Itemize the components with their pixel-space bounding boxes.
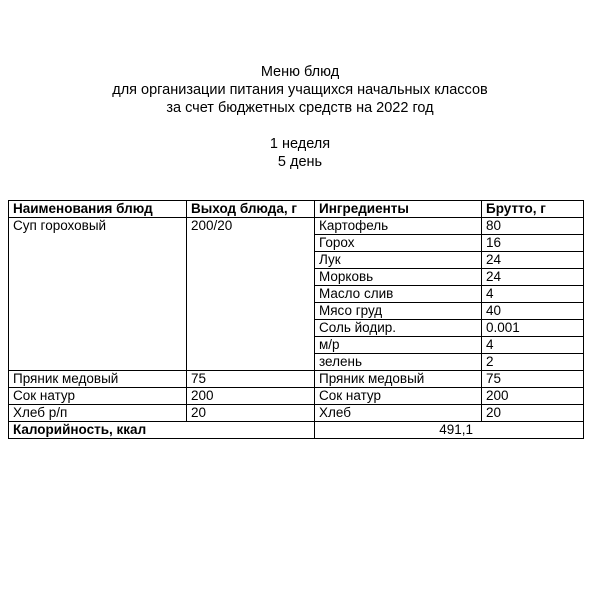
week-label: 1 неделя bbox=[269, 136, 331, 152]
table-row bbox=[9, 405, 584, 422]
dish-yield: 75 bbox=[187, 371, 315, 388]
menu-table bbox=[8, 200, 584, 439]
table-header-row bbox=[9, 201, 584, 218]
ingredient-gross: 200 bbox=[482, 388, 584, 405]
menu-subtitle: для организации питания учащихся начальных классов bbox=[112, 82, 488, 98]
ingredient-name: Сок натур bbox=[315, 388, 482, 405]
menu-title-block bbox=[0, 63, 600, 117]
header-dish: Наименования блюд bbox=[9, 201, 187, 218]
dish-yield: 200 bbox=[187, 388, 315, 405]
menu-period-block bbox=[0, 135, 600, 171]
day-label: 5 день bbox=[277, 154, 323, 170]
calories-row bbox=[9, 422, 584, 439]
ingredient-gross: 40 bbox=[482, 303, 584, 320]
header-yield: Выход блюда, г bbox=[187, 201, 315, 218]
calories-label: Калорийность, ккал bbox=[9, 422, 315, 439]
ingredient-gross: 2 bbox=[482, 354, 584, 371]
dish-name: Хлеб р/п bbox=[9, 405, 187, 422]
ingredient-gross: 4 bbox=[482, 337, 584, 354]
header-ingredients: Ингредиенты bbox=[315, 201, 482, 218]
dish-name: Пряник медовый bbox=[9, 371, 187, 388]
ingredient-name: Картофель bbox=[315, 218, 482, 235]
ingredient-name: Мясо груд bbox=[315, 303, 482, 320]
ingredient-name: Хлеб bbox=[315, 405, 482, 422]
ingredient-name: Лук bbox=[315, 252, 482, 269]
table-row bbox=[9, 371, 584, 388]
ingredient-gross: 24 bbox=[482, 269, 584, 286]
dish-name: Сок натур bbox=[9, 388, 187, 405]
header-gross: Брутто, г bbox=[482, 201, 584, 218]
ingredient-name: м/р bbox=[315, 337, 482, 354]
menu-title: Меню блюд bbox=[260, 64, 340, 80]
table-row bbox=[9, 388, 584, 405]
ingredient-gross: 80 bbox=[482, 218, 584, 235]
dish-yield: 20 bbox=[187, 405, 315, 422]
calories-value: 491,1 bbox=[315, 422, 584, 439]
ingredient-gross: 20 bbox=[482, 405, 584, 422]
ingredient-name: Пряник медовый bbox=[315, 371, 482, 388]
ingredient-gross: 16 bbox=[482, 235, 584, 252]
ingredient-gross: 75 bbox=[482, 371, 584, 388]
ingredient-name: Соль йодир. bbox=[315, 320, 482, 337]
dish-name: Суп гороховый bbox=[9, 218, 187, 371]
ingredient-gross: 24 bbox=[482, 252, 584, 269]
ingredient-name: Масло слив bbox=[315, 286, 482, 303]
dish-yield: 200/20 bbox=[187, 218, 315, 371]
ingredient-name: Морковь bbox=[315, 269, 482, 286]
menu-budget-line: за счет бюджетных средств на 2022 год bbox=[166, 100, 434, 116]
ingredient-gross: 4 bbox=[482, 286, 584, 303]
ingredient-gross: 0.001 bbox=[482, 320, 584, 337]
ingredient-name: зелень bbox=[315, 354, 482, 371]
table-row bbox=[9, 218, 584, 235]
ingredient-name: Горох bbox=[315, 235, 482, 252]
